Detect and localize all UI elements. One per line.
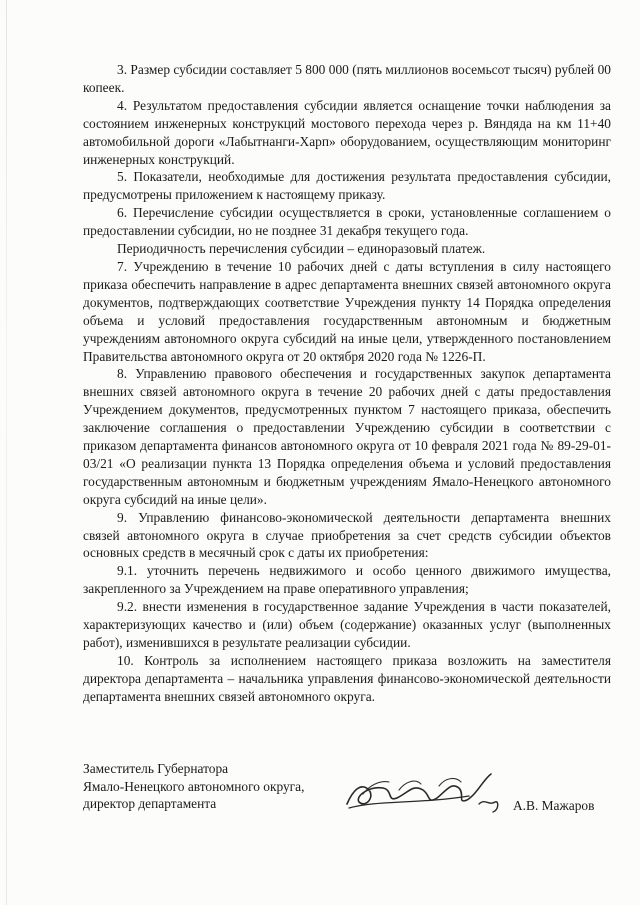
paragraph-10: 10. Контроль за исполнением настоящего приказа возложить на заместителя директора департамента – начальника управления финансово-экономической деятельности департамента внешних связей автономного округа. [83,652,611,704]
paragraph-4: 4. Результатом предоставления субсидии является оснащение точки наблюдения за состоянием инженерных конструкций мостового перехода через р. Вяндяда на км 11+40 автомобильной дороги «Лабытнанги-Харп» оборудованием, осуществляющим мониторинг инженерных конструкций. [83,97,611,167]
signer-position [83,760,304,813]
paragraph-7: 7. Учреждению в течение 10 рабочих дней с даты вступления в силу настоящего приказа обеспечить направление в адрес департамента внешних связей автономного округа документов, подтверждающих соответствие Учреждения пункту 14 Порядка определения объема и условий предоставления государственным автономным и бюджетным учреждениям автономного округа субсидий на иные цели, утвержденного постановлением Правительства автономного округа от 20 октября 2020 года № 1226-П. [83,258,611,364]
handwritten-signature [339,760,509,820]
paragraph-9: 9. Управлению финансово-экономической деятельности департамента внешних связей автономного округа в случае приобретения за счет средств субсидии объектов основных средств в месячный срок с даты их приобретения: [83,509,611,561]
signer-position-line-3: директор департамента [83,796,217,811]
paragraph-6-periodicity: Периодичность перечисления субсидии – единоразовый платеж. [117,241,486,257]
scan-edge-line [6,0,7,905]
paragraph-5: 5. Показатели, необходимые для достижения результата предоставления субсидии, предусмотрены приложением к настоящему приказу. [83,169,611,203]
signer-position-line-1: Заместитель Губернатора [83,761,229,776]
signer-position-line-2: Ямало-Ненецкого автономного округа, [83,778,305,794]
paragraph-8: 8. Управлению правового обеспечения и государственных закупок департамента внешних связей автономного округа в течение 20 рабочих дней с даты предоставления Учреждением документов, предусмотренных пунктом 7 настоящего приказа, обеспечить заключение соглашения о предоставлении Учреждению субсидии в соответствии с приказом департамента финансов автономного округа от 10 февраля 2021 года № 89-29-01-03/21 «О реализации пункта 13 Порядка определения объема и условий предоставления государственным автономным и бюджетным учреждениям Ямало-Ненецкого автономного округа субсидий на иные цели». [83,366,611,507]
paragraph-9-2: 9.2. внести изменения в государственное задание Учреждения в части показателей, характеризующих качество и (или) объем (содержание) оказанных услуг (выполненных работ), изменившихся в результате реализации субсидии. [83,599,611,650]
paragraph-3: 3. Размер субсидии составляет 5 800 000 (пять миллионов восемьсот тысяч) рублей 00 копеек. [83,62,611,95]
document-body [83,61,611,706]
signer-name: А.В. Мажаров [513,798,595,813]
paragraph-9-1: 9.1. уточнить перечень недвижимого и особо ценного движимого имущества, закрепленного за Учреждением на праве оперативного управления; [83,563,611,597]
paragraph-6: 6. Перечисление субсидии осуществляется в сроки, установленные соглашением о предоставлении субсидии, но не позднее 31 декабря текущего года. [83,205,611,239]
signature-block [83,760,623,830]
